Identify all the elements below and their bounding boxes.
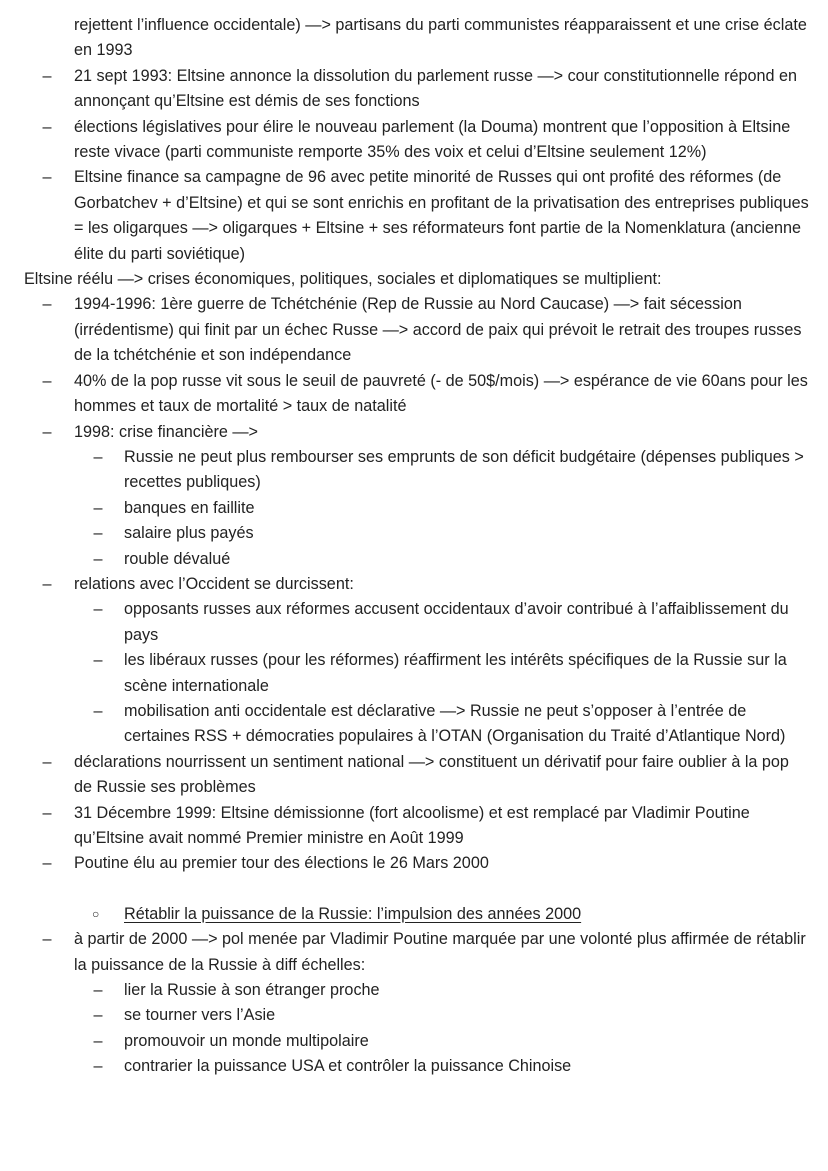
sub-list-item — [0, 521, 828, 546]
dash-bullet: – — [42, 168, 52, 187]
list-item-text: élections législatives pour élire le nouveau parlement (la Douma) montrent que l’opposition à Eltsine reste vivace (parti communiste remporte 35% des voix et celui d’Eltsine seulement 12%) — [74, 117, 791, 162]
sub-list-item-text: contrarier la puissance USA et contrôler la puissance Chinoise — [124, 1057, 572, 1076]
sub-list-item-text: opposants russes aux réformes accusent occidentaux d’avoir contribué à l’affaiblissement du pays — [124, 600, 789, 644]
list-item — [0, 750, 828, 801]
reelection-text: Eltsine réélu —> crises économiques, politiques, sociales et diplomatiques se multiplient: — [24, 270, 662, 289]
sub-list-item-text: promouvoir un monde multipolaire — [124, 1031, 369, 1050]
dash-bullet: – — [42, 752, 52, 771]
sub-list-item-text: Russie ne peut plus rembourser ses emprunts de son déficit budgétaire (dépenses publiques > recettes publiques) — [124, 447, 804, 492]
sub-list-item-text: mobilisation anti occidentale est déclarative —> Russie ne peut s’opposer à l’entrée de certaines RSS + démocraties populaires à l’OTAN (Organisation du Traité d’Atlantique Nord) — [124, 701, 786, 746]
list-item-west-relations — [0, 572, 828, 597]
list-item-text: à partir de 2000 —> pol menée par Vladimir Poutine marquée par une volonté plus affirmée de rétablir la puissance de la Russie à diff échelles: — [74, 930, 806, 974]
list-item-text: déclarations nourrissent un sentiment national —> constituent un dérivatif pour faire oublier à la pop de Russie ses problèmes — [74, 752, 789, 797]
dash-bullet: – — [42, 854, 52, 873]
sub-list-item — [0, 597, 828, 648]
dash-bullet: – — [42, 930, 52, 949]
sub-list-item — [0, 648, 828, 699]
list-item — [0, 292, 828, 368]
sub-list-item — [0, 496, 828, 521]
dash-bullet: – — [93, 981, 103, 1000]
sub-list-item — [0, 978, 828, 1003]
list-item-text: relations avec l’Occident se durcissent: — [74, 574, 354, 593]
list-item-crisis-1998 — [0, 420, 828, 445]
dash-bullet: – — [42, 371, 52, 390]
sub-list-item — [0, 1003, 828, 1028]
continuation-text: rejettent l’influence occidentale) —> partisans du parti communistes réapparaissent et une crise éclate en 1993 — [74, 16, 807, 60]
dash-bullet: – — [42, 803, 52, 822]
list-item — [0, 64, 828, 115]
document-page — [0, 13, 828, 1080]
list-item — [0, 165, 828, 267]
list-item-text: 1998: crise financière —> — [74, 422, 259, 441]
dash-bullet: – — [93, 1031, 103, 1050]
continuation-paragraph — [0, 13, 828, 64]
dash-bullet: – — [93, 447, 103, 466]
sub-list-item — [0, 445, 828, 496]
list-item-putin-policy — [0, 927, 828, 978]
dash-bullet: – — [42, 117, 52, 136]
dash-bullet: – — [93, 549, 103, 568]
dash-bullet: – — [93, 701, 103, 720]
sub-list-item-text: rouble dévalué — [124, 549, 231, 568]
list-item — [0, 369, 828, 420]
sub-list-item — [0, 1054, 828, 1079]
list-item-text: Poutine élu au premier tour des élections le 26 Mars 2000 — [74, 854, 489, 873]
sub-list-item — [0, 547, 828, 572]
list-item-text: 40% de la pop russe vit sous le seuil de pauvreté (- de 50$/mois) —> espérance de vie 60ans pour les hommes et taux de mortalité > taux de natalité — [74, 371, 808, 416]
sub-list-item-text: les libéraux russes (pour les réformes) réaffirment les intérêts spécifiques de la Russie sur la scène internationale — [124, 651, 787, 695]
section-heading — [0, 902, 828, 927]
list-item — [0, 801, 828, 852]
sub-list-item-text: lier la Russie à son étranger proche — [124, 981, 380, 1000]
sub-list-item — [0, 699, 828, 750]
list-item-text: Eltsine finance sa campagne de 96 avec petite minorité de Russes qui ont profité des réformes (de Gorbatchev + d’Eltsine) et qui se sont enrichis en profitant de la privatisation des entreprises publiques = les oligarques —> oligarques + Eltsine + ses réformateurs font partie de la Nomenklatura (ancienne élite du parti soviétique) — [74, 168, 809, 263]
dash-bullet: – — [93, 600, 103, 619]
dash-bullet: – — [93, 1057, 103, 1076]
sub-list-item-text: salaire plus payés — [124, 524, 254, 543]
sub-list-item — [0, 1029, 828, 1054]
dash-bullet: – — [93, 498, 103, 517]
list-item — [0, 115, 828, 166]
section-heading-text: Rétablir la puissance de la Russie: l’impulsion des années 2000 — [124, 904, 582, 923]
list-item — [0, 851, 828, 876]
list-item-text: 31 Décembre 1999: Eltsine démissionne (fort alcoolisme) et est remplacé par Vladimir Poutine qu’Eltsine avait nommé Premier ministre en Août 1999 — [74, 803, 750, 847]
dash-bullet: – — [42, 295, 52, 314]
dash-bullet: – — [42, 422, 52, 441]
dash-bullet: – — [42, 66, 52, 85]
dash-bullet: – — [93, 1006, 103, 1025]
dash-bullet: – — [93, 524, 103, 543]
dash-bullet: – — [42, 574, 52, 593]
sub-list-item-text: banques en faillite — [124, 498, 255, 517]
circle-bullet-icon: ○ — [92, 906, 100, 921]
list-item-text: 1994-1996: 1ère guerre de Tchétchénie (Rep de Russie au Nord Caucase) —> fait sécession (irrédentisme) qui finit par un échec Russe —> accord de paix qui prévoit le retrait des troupes russes de la tchétchénie et son indépendance — [74, 295, 802, 365]
sub-list-item-text: se tourner vers l’Asie — [124, 1006, 276, 1025]
list-item-text: 21 sept 1993: Eltsine annonce la dissolution du parlement russe —> cour constitutionnelle répond en annonçant qu’Eltsine est démis de ses fonctions — [74, 66, 798, 111]
reelection-paragraph — [0, 267, 828, 292]
dash-bullet: – — [93, 651, 103, 670]
